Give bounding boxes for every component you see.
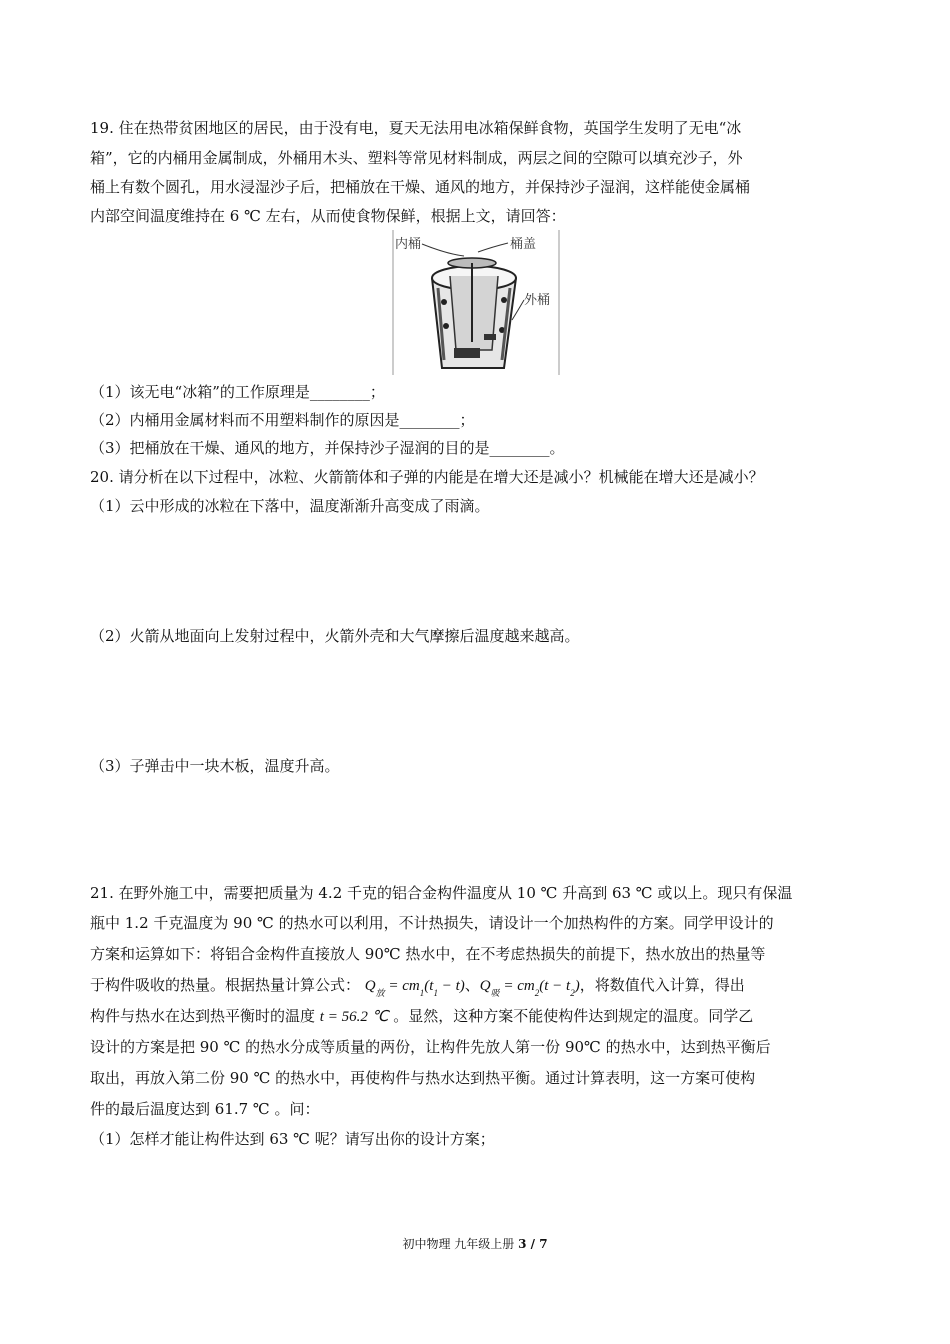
q19-line-3: 桶上有数个圆孔，用水浸湿沙子后，把桶放在干燥、通风的地方，并保持沙子湿润，这样能使金属桶 xyxy=(90,178,751,196)
q21-line-7: 取出，再放入第二份 90 ℃ 的热水中，再使构件与热水达到热平衡。通过计算表明，这一方案可使构 xyxy=(90,1069,756,1087)
release-subscript: 放 xyxy=(375,988,385,998)
q21-line-2: 瓶中 1.2 千克温度为 90 ℃ 的热水可以利用，不计热损失，请设计一个加热构件的方案。同学甲设计的 xyxy=(90,914,774,932)
q19-sub-1: （1）该无电“冰箱”的工作原理是________； xyxy=(90,383,385,401)
q21-line-5 xyxy=(90,1006,860,1027)
q21-line-4-tail: ，将数值代入计算，得出 xyxy=(579,976,745,994)
q21-line-4-lead: 于构件吸收的热量。根据热量计算公式： xyxy=(90,976,361,994)
page-number: 3 / 7 xyxy=(518,1237,548,1251)
equilibrium-temperature: t = 56.2 ℃ xyxy=(319,1009,389,1025)
page-footer xyxy=(0,1236,950,1252)
q21-line-5-lead: 构件与热水在达到热平衡时的温度 xyxy=(90,1007,316,1025)
heat-release-formula: Q放 = cm1(t1 − t) xyxy=(365,978,465,994)
q21-line-8: 件的最后温度达到 61.7 ℃ 。问： xyxy=(90,1100,320,1118)
no-power-fridge-figure xyxy=(392,230,560,375)
q20-sub-3: （3）子弹击中一块木板，温度升高。 xyxy=(90,757,340,775)
q21-line-6: 设计的方案是把 90 ℃ 的热水分成等质量的两份，让构件先放人第一份 90℃ 的热水中，达到热平衡后 xyxy=(90,1038,771,1056)
q20-sub-2: （2）火箭从地面向上发射过程中，火箭外壳和大气摩擦后温度越来越高。 xyxy=(90,627,580,645)
label-lid: 桶盖 xyxy=(510,237,537,252)
q21-line-1: 21. 在野外施工中，需要把质量为 4.2 千克的铝合金构件温度从 10 ℃ 升高到 63 ℃ 或以上。现只有保温 xyxy=(90,884,793,902)
q19-line-1: 19. 住在热带贫困地区的居民，由于没有电，夏天无法用电冰箱保鲜食物，英国学生发明了无电“冰 xyxy=(90,119,742,137)
q19-line-2: 箱”，它的内桶用金属制成，外桶用木头、塑料等常见材料制成，两层之间的空隙可以填充沙子，外 xyxy=(90,149,743,167)
label-inner-bucket: 内桶 xyxy=(395,237,422,252)
q21-line-4 xyxy=(90,975,860,1003)
fridge-illustration xyxy=(392,230,560,375)
q20-sub-1: （1）云中形成的冰粒在下落中，温度渐渐升高变成了雨滴。 xyxy=(90,497,490,515)
absorb-subscript: 吸 xyxy=(490,988,500,998)
q20-intro: 20. 请分析在以下过程中，冰粒、火箭箭体和子弹的内能是在增大还是减小？机械能在增大还是减小？ xyxy=(90,468,764,486)
footer-title: 初中物理 九年级上册 xyxy=(402,1237,515,1251)
q19-sub-3: （3）把桶放在干燥、通风的地方，并保持沙子湿润的目的是________。 xyxy=(90,439,565,457)
heat-absorb-formula: Q吸 = cm2(t − t2) xyxy=(480,978,580,994)
q19-line-4: 内部空间温度维持在 6 ℃ 左右，从而使食物保鲜，根据上文，请回答： xyxy=(90,207,566,225)
q21-line-3: 方案和运算如下：将铝合金构件直接放人 90℃ 热水中，在不考虑热损失的前提下，热水放出的热量等 xyxy=(90,945,766,963)
q21-line-5-tail: 。显然，这种方案不能使构件达到规定的温度。同学乙 xyxy=(393,1007,754,1025)
label-outer-bucket: 外桶 xyxy=(524,293,551,308)
formula-separator: 、 xyxy=(464,976,480,994)
q21-sub-1: （1）怎样才能让构件达到 63 ℃ 呢？请写出你的设计方案； xyxy=(90,1130,495,1148)
q19-sub-2: （2）内桶用金属材料而不用塑料制作的原因是________； xyxy=(90,411,475,429)
